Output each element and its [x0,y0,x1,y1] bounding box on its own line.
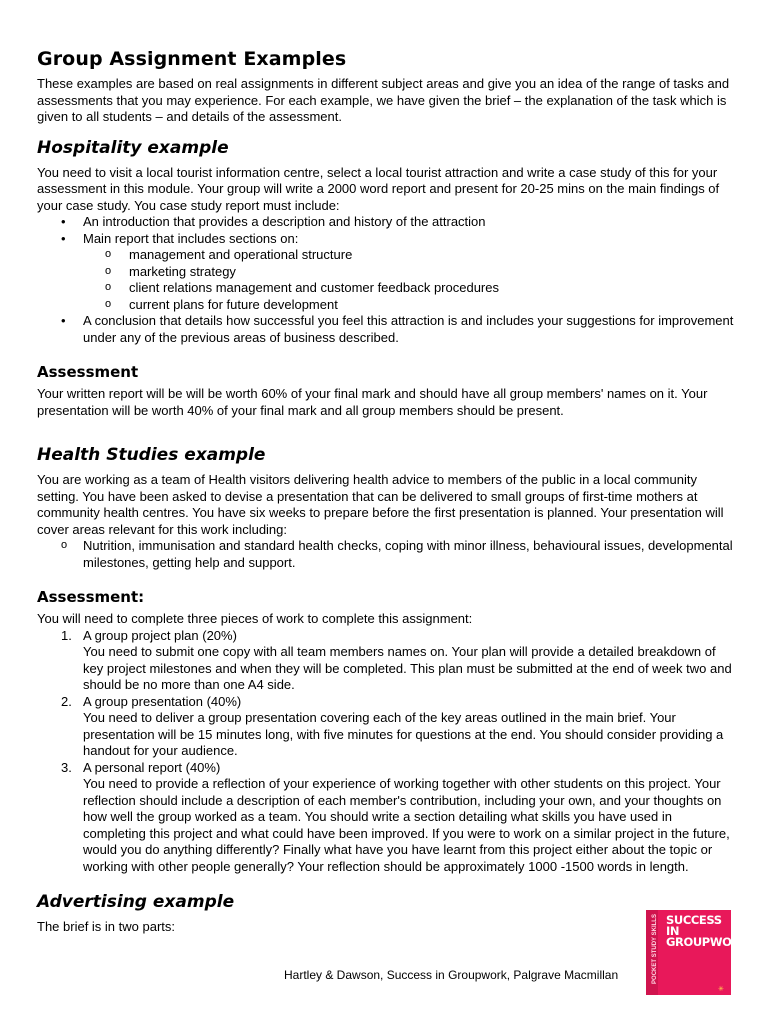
task-title: A group project plan (20%) [83,627,237,643]
task-text: You need to deliver a group presentation covering each of the key areas outlined in the main brief. Your presentation will be 15 minutes long, with five minutes for questions at the end. You should consider providing a handout for your audience. [83,710,724,758]
list-item: o Nutrition, immunisation and standard health checks, coping with minor illness, behavioural issues, developmental milestones, getting help and support. [37,538,737,571]
task-number: 2. [61,693,72,709]
health-heading: Health Studies example [37,445,266,465]
publisher-logo-icon: ✳ [718,986,724,993]
list-item: • An introduction that provides a description and history of the attraction [37,214,737,231]
advertising-text: The brief is in two parts: [37,919,175,934]
health-assessment-heading: Assessment: [37,588,145,606]
health-task-list [37,628,737,876]
task-number: 1. [61,627,72,643]
hospitality-heading: Hospitality example [37,137,229,158]
book-spine-text: POCKET STUDY SKILLS [651,914,658,984]
task-title: A group presentation (40%) [83,693,242,709]
list-item: • A conclusion that details how successful you feel this attraction is and includes your suggestions for improvement under any of the previous areas of business described. [37,313,737,346]
task-item [37,628,737,694]
health-assessment-intro: You will need to complete three pieces of work to complete this assignment: [37,611,473,626]
book-title-line1: SUCCESS IN [666,913,722,938]
advertising-heading: Advertising example [37,892,235,912]
task-item [37,760,737,876]
task-text: You need to provide a reflection of your experience of working together with other students on this project. Your reflection should include a description of each member's contribution, including your own, and your thoughts on how well the group worked as a team. You should write a section detailing what skills you have used in completing this project and what could have been improved. If you were to work on a similar project in the future, would you do anything differently? Finally what have you have learnt from this project either about the topic or working with other people generally? Your reflection should be approximately 1000 -1500 words in length. [83,776,730,874]
sub-list-item: o marketing strategy [37,264,737,281]
hospitality-list [37,214,737,346]
hospitality-brief: You need to visit a local tourist information centre, select a local tourist attraction and write a case study of this for your assessment in this module. Your group will write a 2000 word report and present for 20-25 mins on the main findings of your case study. You case study report must include: [37,164,720,213]
book-cover-image [646,910,749,995]
page-title: Group Assignment Examples [37,48,347,70]
list-item: • Main report that includes sections on: [37,231,737,248]
sub-list-item: o current plans for future development [37,297,737,314]
sub-list-item: o client relations management and customer feedback procedures [37,280,737,297]
hospitality-assessment-text: Your written report will be will be worth 60% of your final mark and should have all group members' names on it. Your presentation will be worth 40% of your final mark and all group members should be present. [37,386,708,418]
hospitality-assessment-heading: Assessment [37,363,139,381]
intro-paragraph: These examples are based on real assignments in different subject areas and give you an idea of the range of tasks and assessments that you may experience. For each example, we have given the brief – the explanation of the task which is given to all students – and details of the assessment. [37,76,730,124]
document-page [37,48,737,936]
task-title: A personal report (40%) [83,759,221,775]
health-list [37,538,737,571]
task-text: You need to submit one copy with all team members names on. Your plan will provide a detailed breakdown of key project milestones and when they will be completed. This plan must be submitted at the end of week two and should be no more than one A4 side. [83,644,732,692]
book-title-line2: GROUPWORK [666,935,749,949]
sub-list-item: o management and operational structure [37,247,737,264]
health-brief: You are working as a team of Health visitors delivering health advice to members of the public in a local community setting. You have been asked to devise a presentation that can be delivered to small groups of first-time mothers at community health centres. You have six weeks to prepare before the first presentation is planned. Your presentation will cover areas relevant for this work including: [37,472,724,537]
book-spine [646,910,658,995]
book-title [666,913,749,949]
task-number: 3. [61,759,72,775]
task-item [37,694,737,760]
footer-citation: Hartley & Dawson, Success in Groupwork, Palgrave Macmillan [284,968,619,982]
